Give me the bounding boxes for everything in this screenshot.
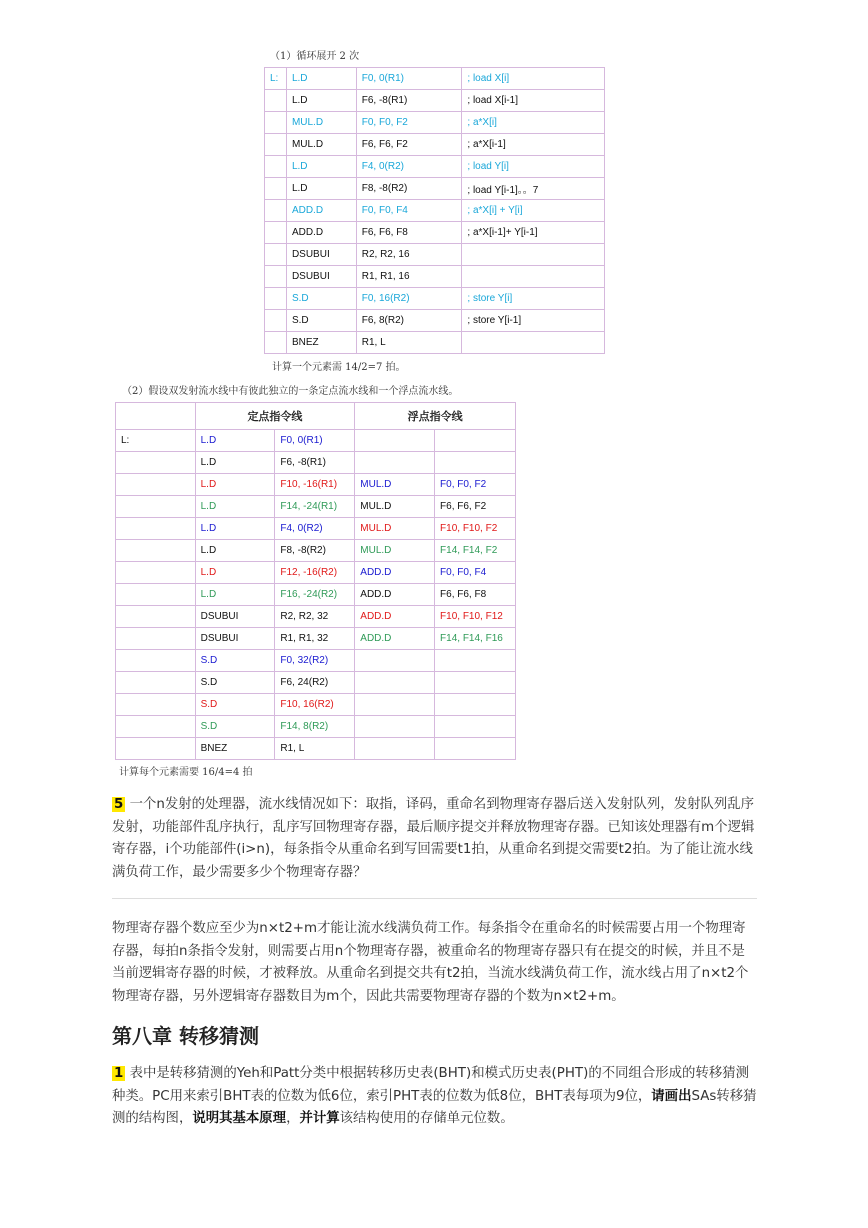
fp-opcode-cell: ADD.D (355, 628, 435, 650)
label-cell (265, 222, 287, 244)
comment-cell: ; load X[i-1] (462, 90, 605, 112)
table-row (116, 518, 516, 540)
fp-opcode-cell (355, 716, 435, 738)
int-opcode-cell: S.D (195, 650, 275, 672)
q1-text-part: 该结构使用的存储单元位数。 (339, 1111, 514, 1126)
operands-cell: R1, L (356, 332, 462, 354)
fp-operands-cell: F6, F6, F2 (435, 496, 516, 518)
opcode-cell: L.D (286, 156, 356, 178)
unrolled-code-table (264, 67, 605, 354)
label-cell: L: (116, 430, 196, 452)
fp-opcode-cell (355, 694, 435, 716)
q1-bold-part: 请画出 (651, 1088, 692, 1104)
label-cell (116, 562, 196, 584)
label-cell (116, 496, 196, 518)
q1-bold-part: 说明其基本原理 (192, 1111, 287, 1126)
int-operands-cell: R1, R1, 32 (275, 628, 355, 650)
operands-cell: F0, 0(R1) (356, 68, 462, 90)
fp-opcode-cell: MUL.D (355, 474, 435, 496)
int-operands-cell: F0, 32(R2) (275, 650, 355, 672)
table-row (265, 90, 605, 112)
table-row (265, 222, 605, 244)
caption-cycles-per-element-2: 计算每个元素需要 16/4=4 拍 (119, 767, 253, 778)
int-operands-cell: F14, 8(R2) (275, 716, 355, 738)
int-operands-cell: F12, -16(R2) (275, 562, 355, 584)
opcode-cell: L.D (286, 90, 356, 112)
table-row (116, 716, 516, 738)
operands-cell: F6, F6, F2 (356, 134, 462, 156)
int-operands-cell: F16, -24(R2) (275, 584, 355, 606)
table-row (265, 178, 605, 200)
table-row (265, 332, 605, 354)
table-row (116, 628, 516, 650)
fp-operands-cell: F10, F10, F12 (435, 606, 516, 628)
table-row (116, 584, 516, 606)
operands-cell: F0, F0, F2 (356, 112, 462, 134)
fp-opcode-cell: MUL.D (355, 518, 435, 540)
table-row (116, 562, 516, 584)
opcode-cell: ADD.D (286, 222, 356, 244)
fp-operands-cell (435, 738, 516, 760)
opcode-cell: MUL.D (286, 134, 356, 156)
int-operands-cell: F10, -16(R1) (275, 474, 355, 496)
label-cell (116, 518, 196, 540)
fp-operands-cell: F0, F0, F2 (435, 474, 516, 496)
operands-cell: F6, F6, F8 (356, 222, 462, 244)
table-row (116, 430, 516, 452)
comment-cell: ; a*X[i] + Y[i] (462, 200, 605, 222)
table-row (116, 738, 516, 760)
label-cell (116, 694, 196, 716)
comment-cell (462, 244, 605, 266)
comment-cell: ; a*X[i-1] (462, 134, 605, 156)
table-row (265, 68, 605, 90)
label-cell (265, 310, 287, 332)
label-cell: L: (265, 68, 287, 90)
fp-opcode-cell: ADD.D (355, 606, 435, 628)
int-opcode-cell: S.D (195, 716, 275, 738)
label-cell (116, 716, 196, 738)
dual-issue-table (115, 402, 516, 760)
label-cell (265, 332, 287, 354)
opcode-cell: BNEZ (286, 332, 356, 354)
label-cell (116, 474, 196, 496)
label-cell (116, 628, 196, 650)
int-operands-cell: F4, 0(R2) (275, 518, 355, 540)
label-cell (116, 452, 196, 474)
operands-cell: F6, -8(R1) (356, 90, 462, 112)
table-row (265, 244, 605, 266)
table-row (265, 200, 605, 222)
label-cell (265, 288, 287, 310)
opcode-cell: S.D (286, 288, 356, 310)
int-operands-cell: F6, -8(R1) (275, 452, 355, 474)
caption-cycles-per-element: 计算一个元素需 14/2=7 拍。 (272, 362, 406, 373)
fp-opcode-cell: ADD.D (355, 584, 435, 606)
int-opcode-cell: S.D (195, 694, 275, 716)
int-opcode-cell: L.D (195, 540, 275, 562)
label-cell (116, 650, 196, 672)
comment-cell (462, 332, 605, 354)
int-opcode-cell: L.D (195, 474, 275, 496)
label-cell (116, 540, 196, 562)
label-cell (116, 584, 196, 606)
int-opcode-cell: L.D (195, 562, 275, 584)
operands-cell: F6, 8(R2) (356, 310, 462, 332)
question-number: 5 (114, 797, 124, 812)
comment-cell: ; load Y[i] (462, 156, 605, 178)
fp-operands-cell: F14, F14, F16 (435, 628, 516, 650)
label-cell (265, 134, 287, 156)
int-operands-cell: R2, R2, 32 (275, 606, 355, 628)
fp-opcode-cell (355, 430, 435, 452)
operands-cell: F8, -8(R2) (356, 178, 462, 200)
int-opcode-cell: L.D (195, 452, 275, 474)
int-opcode-cell: L.D (195, 518, 275, 540)
label-cell (116, 672, 196, 694)
operands-cell: F4, 0(R2) (356, 156, 462, 178)
opcode-cell: L.D (286, 178, 356, 200)
header-fp-pipeline: 浮点指令线 (355, 403, 516, 430)
comment-cell (462, 266, 605, 288)
question-5 (112, 794, 757, 884)
opcode-cell: DSUBUI (286, 244, 356, 266)
operands-cell: R1, R1, 16 (356, 266, 462, 288)
caption-unroll: （1）循环展开 2 次 (270, 51, 360, 62)
label-cell (116, 606, 196, 628)
table-row (116, 694, 516, 716)
fp-operands-cell: F6, F6, F8 (435, 584, 516, 606)
fp-opcode-cell (355, 452, 435, 474)
chapter-title: 第八章 转移猜测 (112, 1024, 259, 1048)
int-opcode-cell: L.D (195, 584, 275, 606)
opcode-cell: ADD.D (286, 200, 356, 222)
q1-bold-part: 并计算 (299, 1111, 340, 1126)
opcode-cell: L.D (286, 68, 356, 90)
operands-cell: F0, F0, F4 (356, 200, 462, 222)
q1-text-part: SAs转移猜测的结构图， (112, 1088, 757, 1126)
header-integer-pipeline: 定点指令线 (195, 403, 355, 430)
table-row (116, 606, 516, 628)
table-row (265, 156, 605, 178)
label-cell (265, 90, 287, 112)
int-operands-cell: F14, -24(R1) (275, 496, 355, 518)
label-cell (265, 266, 287, 288)
table-row (265, 134, 605, 156)
question-number: 1 (114, 1066, 124, 1081)
label-cell (116, 738, 196, 760)
int-operands-cell: F6, 24(R2) (275, 672, 355, 694)
int-operands-cell: F0, 0(R1) (275, 430, 355, 452)
chapter8-question-1 (112, 1063, 757, 1131)
table-row (116, 540, 516, 562)
fp-opcode-cell: MUL.D (355, 540, 435, 562)
table-row (265, 112, 605, 134)
table-row (265, 310, 605, 332)
int-operands-cell: F10, 16(R2) (275, 694, 355, 716)
int-operands-cell: F8, -8(R2) (275, 540, 355, 562)
fp-opcode-cell: MUL.D (355, 496, 435, 518)
table-row (265, 288, 605, 310)
int-opcode-cell: L.D (195, 496, 275, 518)
fp-operands-cell: F10, F10, F2 (435, 518, 516, 540)
caption-dual-issue: （2）假设双发射流水线中有彼此独立的一条定点流水线和一个浮点流水线。 (122, 386, 459, 397)
comment-cell: ; load X[i] (462, 68, 605, 90)
operands-cell: R2, R2, 16 (356, 244, 462, 266)
fp-operands-cell (435, 430, 516, 452)
int-opcode-cell: S.D (195, 672, 275, 694)
operands-cell: F0, 16(R2) (356, 288, 462, 310)
fp-operands-cell (435, 694, 516, 716)
comment-cell: ; a*X[i] (462, 112, 605, 134)
table-row (116, 672, 516, 694)
opcode-cell: S.D (286, 310, 356, 332)
comment-cell: ; a*X[i-1]+ Y[i-1] (462, 222, 605, 244)
comment-cell: ; store Y[i-1] (462, 310, 605, 332)
comment-cell: ; store Y[i] (462, 288, 605, 310)
label-cell (265, 178, 287, 200)
fp-opcode-cell: ADD.D (355, 562, 435, 584)
question-5-text: 一个n发射的处理器，流水线情况如下：取指，译码，重命名到物理寄存器后送入发射队列，发射队列乱序发射，功能部件乱序执行，乱序写回物理寄存器，最后顺序提交并释放物理寄存器。已知该处理器有m个逻辑寄存器，i个功能部件(i>n)，每条指令从重命名到写回需要t1拍，从重命名到提交需要t2拍。为了能让流水线满负荷工作，最少需要多少个物理寄存器？ (112, 797, 755, 880)
label-cell (265, 244, 287, 266)
int-opcode-cell: L.D (195, 430, 275, 452)
label-cell (265, 156, 287, 178)
int-opcode-cell: DSUBUI (195, 628, 275, 650)
answer-5: 物理寄存器个数应至少为n×t2+m才能让流水线满负荷工作。每条指令在重命名的时候需要占用一个物理寄存器，每拍n条指令发射，则需要占用n个物理寄存器，被重命名的物理寄存器只有在提交的时候，并且不是当前逻辑寄存器的时候，才被释放。从重命名到提交共有t2拍，当流水线满负荷工作，流水线占用了n×t2个物理寄存器，另外逻辑寄存器数目为m个，因此共需要物理寄存器的个数为n×t2+m。 (112, 921, 749, 1004)
table-row (116, 452, 516, 474)
int-operands-cell: R1, L (275, 738, 355, 760)
q1-text-part: 表中是转移猜测的Yeh和Patt分类中根据转移历史表(BHT)和模式历史表(PHT)的不同组合形成的转移猜测种类。PC用来索引BHT表的位数为低6位，索引PHT表的位数为低8位，BHT表每项为9位， (112, 1066, 750, 1104)
table-row (265, 266, 605, 288)
fp-opcode-cell (355, 672, 435, 694)
table-row (116, 474, 516, 496)
fp-operands-cell: F0, F0, F4 (435, 562, 516, 584)
fp-operands-cell (435, 452, 516, 474)
fp-operands-cell (435, 672, 516, 694)
table-row (116, 650, 516, 672)
label-cell (265, 200, 287, 222)
comment-cell: ; load Y[i-1]。。7 (462, 178, 605, 200)
divider (112, 898, 757, 899)
opcode-cell: DSUBUI (286, 266, 356, 288)
opcode-cell: MUL.D (286, 112, 356, 134)
fp-opcode-cell (355, 738, 435, 760)
fp-operands-cell (435, 650, 516, 672)
table-row (116, 496, 516, 518)
q1-text-part: ， (286, 1111, 300, 1126)
fp-operands-cell (435, 716, 516, 738)
int-opcode-cell: DSUBUI (195, 606, 275, 628)
fp-operands-cell: F14, F14, F2 (435, 540, 516, 562)
int-opcode-cell: BNEZ (195, 738, 275, 760)
fp-opcode-cell (355, 650, 435, 672)
label-cell (265, 112, 287, 134)
